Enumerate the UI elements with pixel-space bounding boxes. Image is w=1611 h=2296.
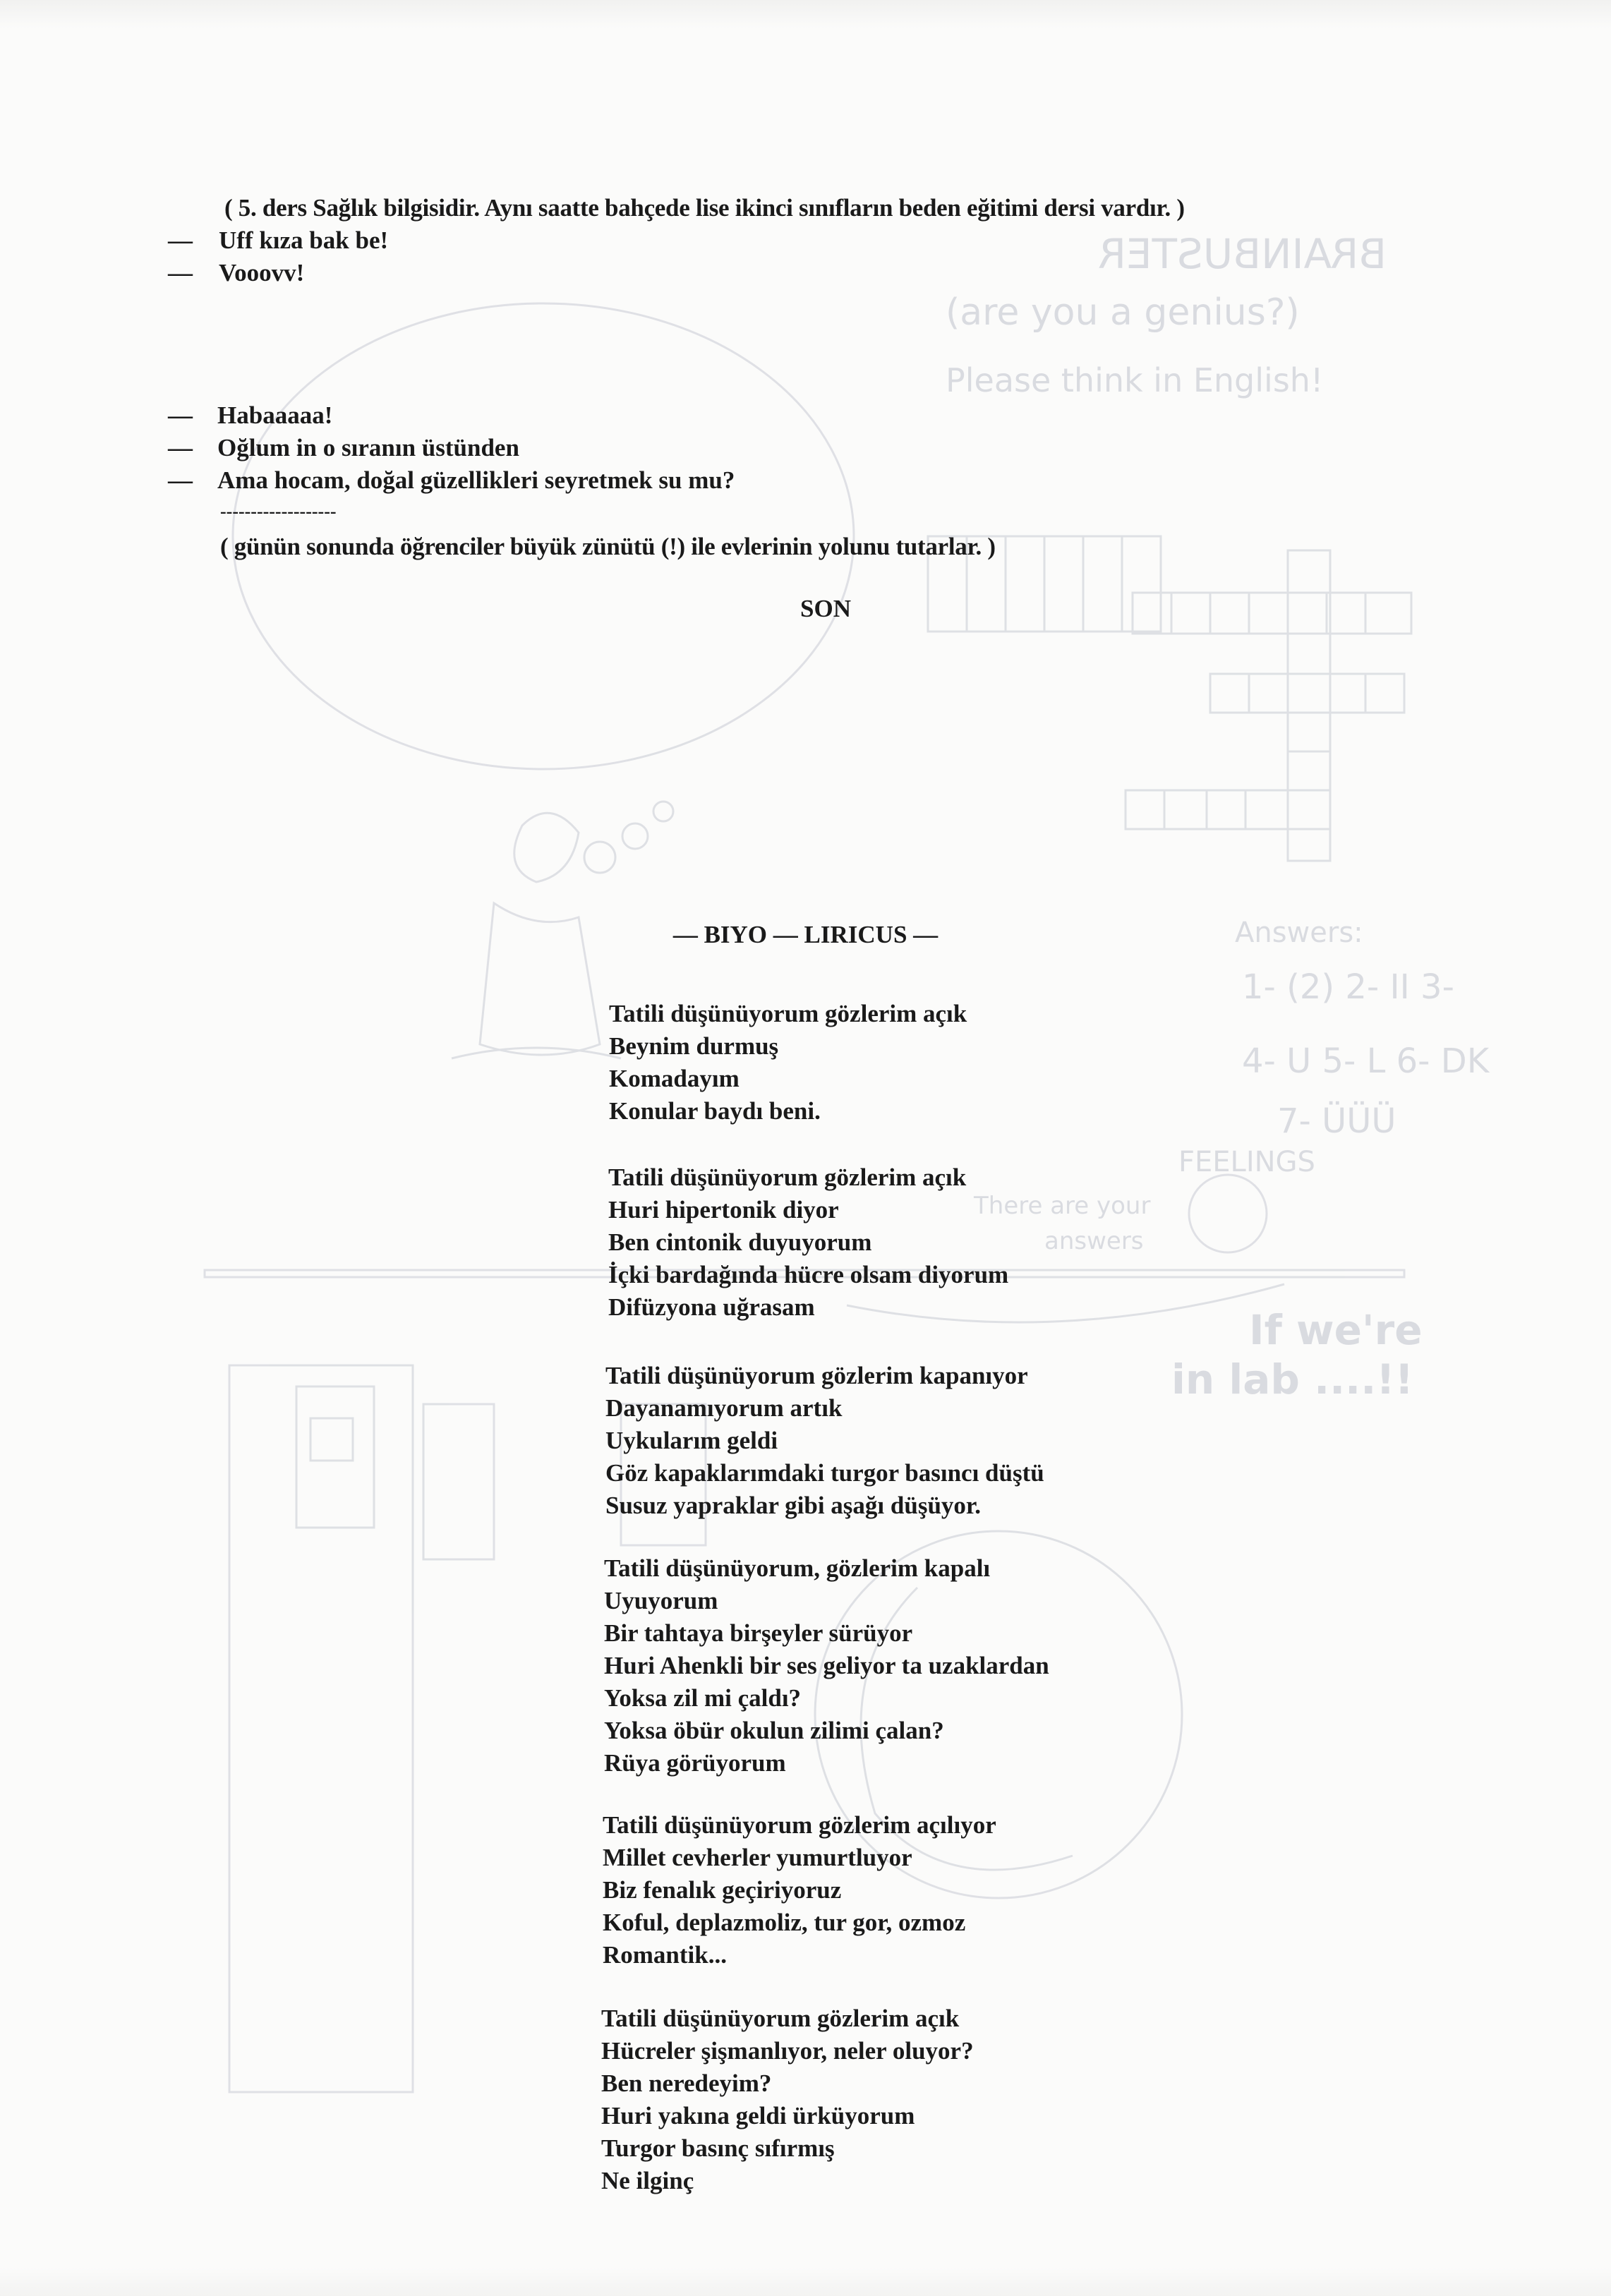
poem-line: Biz fenalık geçiriyoruz: [603, 1876, 842, 1904]
poem-title: — BIYO — LIRICUS —: [672, 921, 939, 948]
poem-line: Romantik...: [603, 1941, 727, 1969]
dialogue-dash: —: [168, 466, 193, 494]
dialogue-line: [168, 257, 304, 289]
poem-line: Yoksa öbür okulun zilimi çalan?: [604, 1717, 944, 1744]
poem-line: Tatili düşünüyorum gözlerim açık: [608, 1164, 967, 1191]
poem-line: Tatili düşünüyorum gözlerim kapanıyor: [605, 1362, 1028, 1389]
poem-stanza: [608, 1161, 1008, 1324]
svg-text:(are you a genius?): (are you a genius?): [946, 291, 1300, 334]
poem-line: Göz kapaklarımdaki turgor basıncı düştü: [605, 1459, 1044, 1487]
poem-line: Uyuyorum: [604, 1587, 718, 1614]
end-label: SON: [800, 595, 851, 622]
poem-line: Komadayım: [609, 1065, 740, 1092]
poem-line: Beynim durmuş: [609, 1032, 779, 1060]
poem-stanza: [603, 1809, 996, 1971]
poem-line: Rüya görüyorum: [604, 1749, 786, 1777]
poem-line: Tatili düşünüyorum gözlerim açılıyor: [603, 1811, 996, 1839]
poem-line: Tatili düşünüyorum gözlerim açık: [601, 2005, 960, 2032]
svg-text:BRAINBUSTER: BRAINBUSTER: [1097, 230, 1387, 278]
poem-line: Ben neredeyim?: [601, 2070, 772, 2097]
svg-text:in lab ....!!: in lab ....!!: [1171, 1355, 1414, 1403]
poem-line: Yoksa zil mi çaldı?: [604, 1684, 802, 1712]
svg-text:If we're: If we're: [1249, 1306, 1423, 1354]
svg-text:4- U 5- L 6- DK: 4- U 5- L 6- DK: [1242, 1041, 1490, 1081]
poem-line: Bir tahtaya birşeyler sürüyor: [604, 1619, 913, 1647]
poem-line: Tatili düşünüyorum, gözlerim kapalı: [604, 1554, 991, 1582]
stage-note-bottom: ( günün sonunda öğrenciler büyük zünütü (!) ile evlerinin yolunu tutarlar. ): [220, 533, 996, 560]
poem-line: Ne ilginç: [601, 2167, 694, 2194]
separator-line: -------------------: [220, 501, 337, 521]
dialogue-line: [168, 464, 735, 497]
poem-line: Turgor basınç sıfırmış: [601, 2134, 835, 2162]
dialogue-dash: —: [168, 434, 193, 461]
dialogue-text: Uff kıza bak be!: [219, 226, 389, 254]
poem-line: Konular baydı beni.: [609, 1097, 821, 1125]
dialogue-dash: —: [168, 226, 193, 254]
poem-line: Koful, deplazmoliz, tur gor, ozmoz: [603, 1909, 966, 1936]
dialogue-text: Habaaaaa!: [217, 401, 333, 429]
svg-text:There are your: There are your: [974, 1192, 1151, 1220]
svg-text:Answers:: Answers:: [1235, 917, 1363, 949]
dialogue-text: Ama hocam, doğal güzellikleri seyretmek su mu?: [217, 466, 735, 494]
svg-text:Please think in English!: Please think in English!: [946, 361, 1324, 399]
dialogue-text: Vooovv!: [219, 259, 305, 286]
poem-line: Tatili düşünüyorum gözlerim açık: [609, 1000, 967, 1027]
poem-line: Dayanamıyorum artık: [605, 1394, 843, 1422]
stage-note-top: ( 5. ders Sağlık bilgisidir. Aynı saatte bahçede lise ikinci sınıfların beden eğitimi dersi vardır. ): [224, 194, 1185, 222]
poem-line: Huri Ahenkli bir ses geliyor ta uzaklardan: [604, 1652, 1049, 1679]
poem-line: Ben cintonik duyuyorum: [608, 1228, 872, 1256]
dialogue-line: [168, 224, 388, 257]
svg-text:FEELINGS: FEELINGS: [1178, 1146, 1315, 1178]
dialogue-line: [168, 399, 332, 432]
dialogue-dash: —: [168, 401, 193, 429]
poem-line: Huri yakına geldi ürküyorum: [601, 2102, 915, 2129]
poem-stanza: [609, 998, 967, 1128]
dialogue-line: [168, 432, 519, 464]
poem-stanza: [604, 1552, 1049, 1780]
dialogue-text: Oğlum in o sıranın üstünden: [217, 434, 519, 461]
poem-line: Difüzyona uğrasam: [608, 1293, 815, 1321]
poem-line: Millet cevherler yumurtluyor: [603, 1844, 912, 1871]
svg-text:7- ÜÜÜ: 7- ÜÜÜ: [1277, 1101, 1396, 1141]
poem-line: Susuz yapraklar gibi aşağı düşüyor.: [605, 1492, 981, 1519]
poem-stanza: [605, 1360, 1044, 1522]
poem-line: Huri hipertonik diyor: [608, 1196, 839, 1223]
poem-line: Uykularım geldi: [605, 1427, 778, 1454]
poem-line: İçki bardağında hücre olsam diyorum: [608, 1261, 1009, 1288]
dialogue-dash: —: [168, 259, 193, 286]
poem-line: Hücreler şişmanlıyor, neler oluyor?: [601, 2037, 974, 2065]
poem-stanza: [601, 2002, 974, 2197]
svg-text:1- (2) 2- II 3-: 1- (2) 2- II 3-: [1242, 967, 1454, 1007]
svg-text:answers: answers: [1044, 1227, 1144, 1255]
